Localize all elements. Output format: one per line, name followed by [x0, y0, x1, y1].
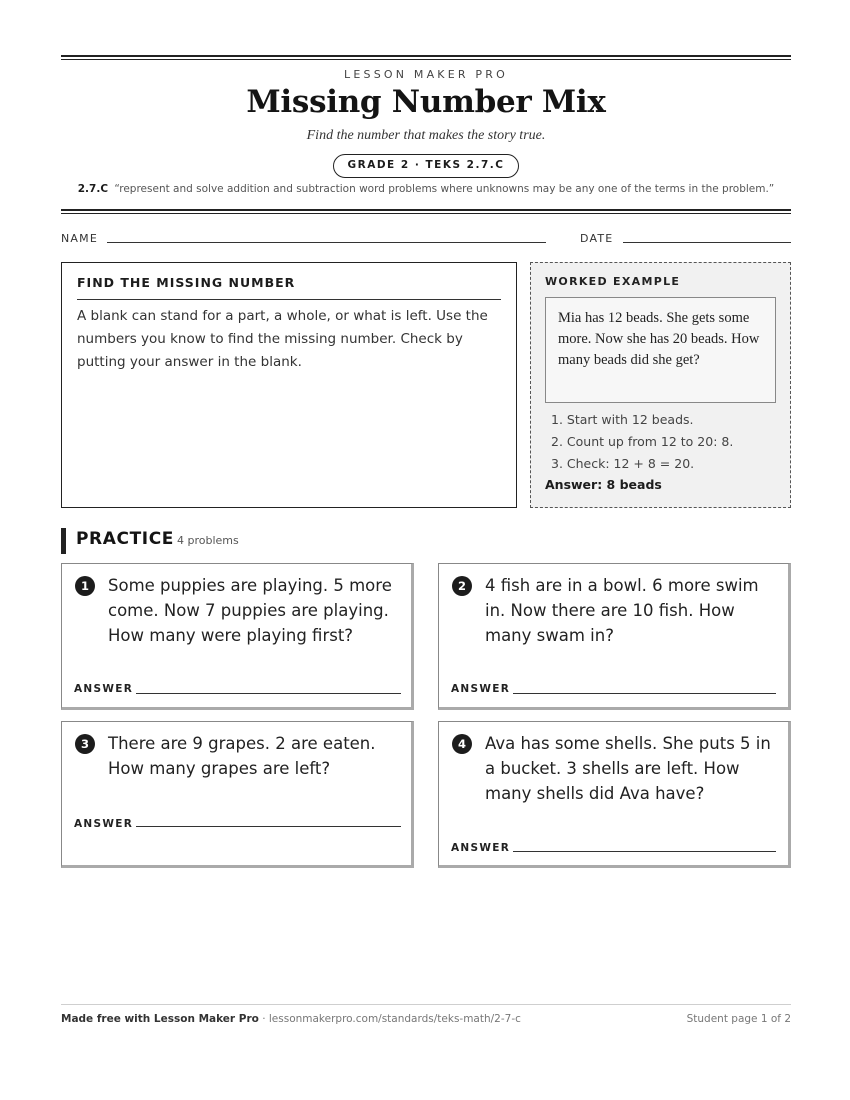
answer-line-2[interactable]	[513, 693, 776, 694]
footer-rule	[61, 1004, 791, 1005]
standard-code: 2.7.C	[77, 183, 109, 195]
worked-example-step: 3. Check: 12 + 8 = 20.	[551, 456, 695, 471]
problem-card-1	[61, 563, 414, 710]
problem-card-4	[438, 721, 791, 868]
date-label: DATE	[580, 232, 614, 245]
worked-example-title: WORKED EXAMPLE	[545, 275, 681, 288]
practice-title: PRACTICE	[76, 529, 174, 549]
grade-badge: GRADE 2 · TEKS 2.7.C	[333, 154, 520, 178]
problem-text: Some puppies are playing. 5 more come. Now 7 puppies are playing. How many were playing first?	[108, 576, 392, 645]
worksheet-page	[61, 0, 791, 1100]
top-rule	[61, 55, 791, 60]
problem-text: There are 9 grapes. 2 are eaten. How many grapes are left?	[108, 734, 376, 778]
worked-example-steps	[551, 409, 733, 475]
name-label: NAME	[61, 232, 98, 245]
practice-accent-bar	[61, 528, 66, 554]
name-field[interactable]	[107, 242, 546, 243]
footer-made-with: Made free with Lesson Maker Pro	[61, 1013, 259, 1025]
worked-example-box	[530, 262, 791, 508]
problem-number-badge: 2	[452, 576, 472, 596]
problem-text: Ava has some shells. She puts 5 in a bucket. 3 shells are left. How many shells did Ava have?	[485, 734, 771, 803]
answer-line-4[interactable]	[513, 851, 776, 852]
worked-example-answer: Answer: 8 beads	[545, 477, 662, 492]
footer-url[interactable]: · lessonmakerpro.com/standards/teks-math/2-7-c	[258, 1013, 521, 1025]
standard-statement	[61, 183, 791, 195]
footer-page-number: Student page 1 of 2	[686, 1013, 791, 1025]
header-bottom-rule	[61, 209, 791, 214]
instructions-box	[61, 262, 517, 508]
answer-label: ANSWER	[74, 818, 134, 830]
worked-example-story: Mia has 12 beads. She gets some more. Now she has 20 beads. How many beads did she get?	[545, 297, 776, 403]
brand-name: LESSON MAKER PRO	[344, 68, 508, 81]
problem-number-badge: 4	[452, 734, 472, 754]
answer-label: ANSWER	[74, 683, 134, 695]
worked-example-step: 2. Count up from 12 to 20: 8.	[551, 434, 734, 449]
answer-label: ANSWER	[451, 842, 511, 854]
footer-credit	[61, 1013, 521, 1025]
page-title: Missing Number Mix	[246, 84, 606, 120]
problem-card-3	[61, 721, 414, 868]
problem-card-2	[438, 563, 791, 710]
answer-line-1[interactable]	[136, 693, 401, 694]
practice-count: 4 problems	[177, 534, 239, 547]
grade-badge-wrap	[61, 153, 791, 178]
problem-number-badge: 1	[75, 576, 95, 596]
page-subtitle: Find the number that makes the story true.	[306, 128, 546, 143]
problem-text: 4 fish are in a bowl. 6 more swim in. Now there are 10 fish. How many swam in?	[485, 576, 759, 645]
date-field[interactable]	[623, 242, 791, 243]
answer-label: ANSWER	[451, 683, 511, 695]
instructions-title: FIND THE MISSING NUMBER	[77, 275, 501, 300]
standard-text: “represent and solve addition and subtraction word problems where unknowns may be any one of the terms in the problem.”	[114, 183, 775, 195]
answer-line-3[interactable]	[136, 826, 401, 827]
instructions-body: A blank can stand for a part, a whole, or what is left. Use the numbers you know to find the missing number. Check by putting your answer in the blank.	[77, 308, 488, 370]
worked-example-step: 1. Start with 12 beads.	[551, 412, 694, 427]
problem-number-badge: 3	[75, 734, 95, 754]
